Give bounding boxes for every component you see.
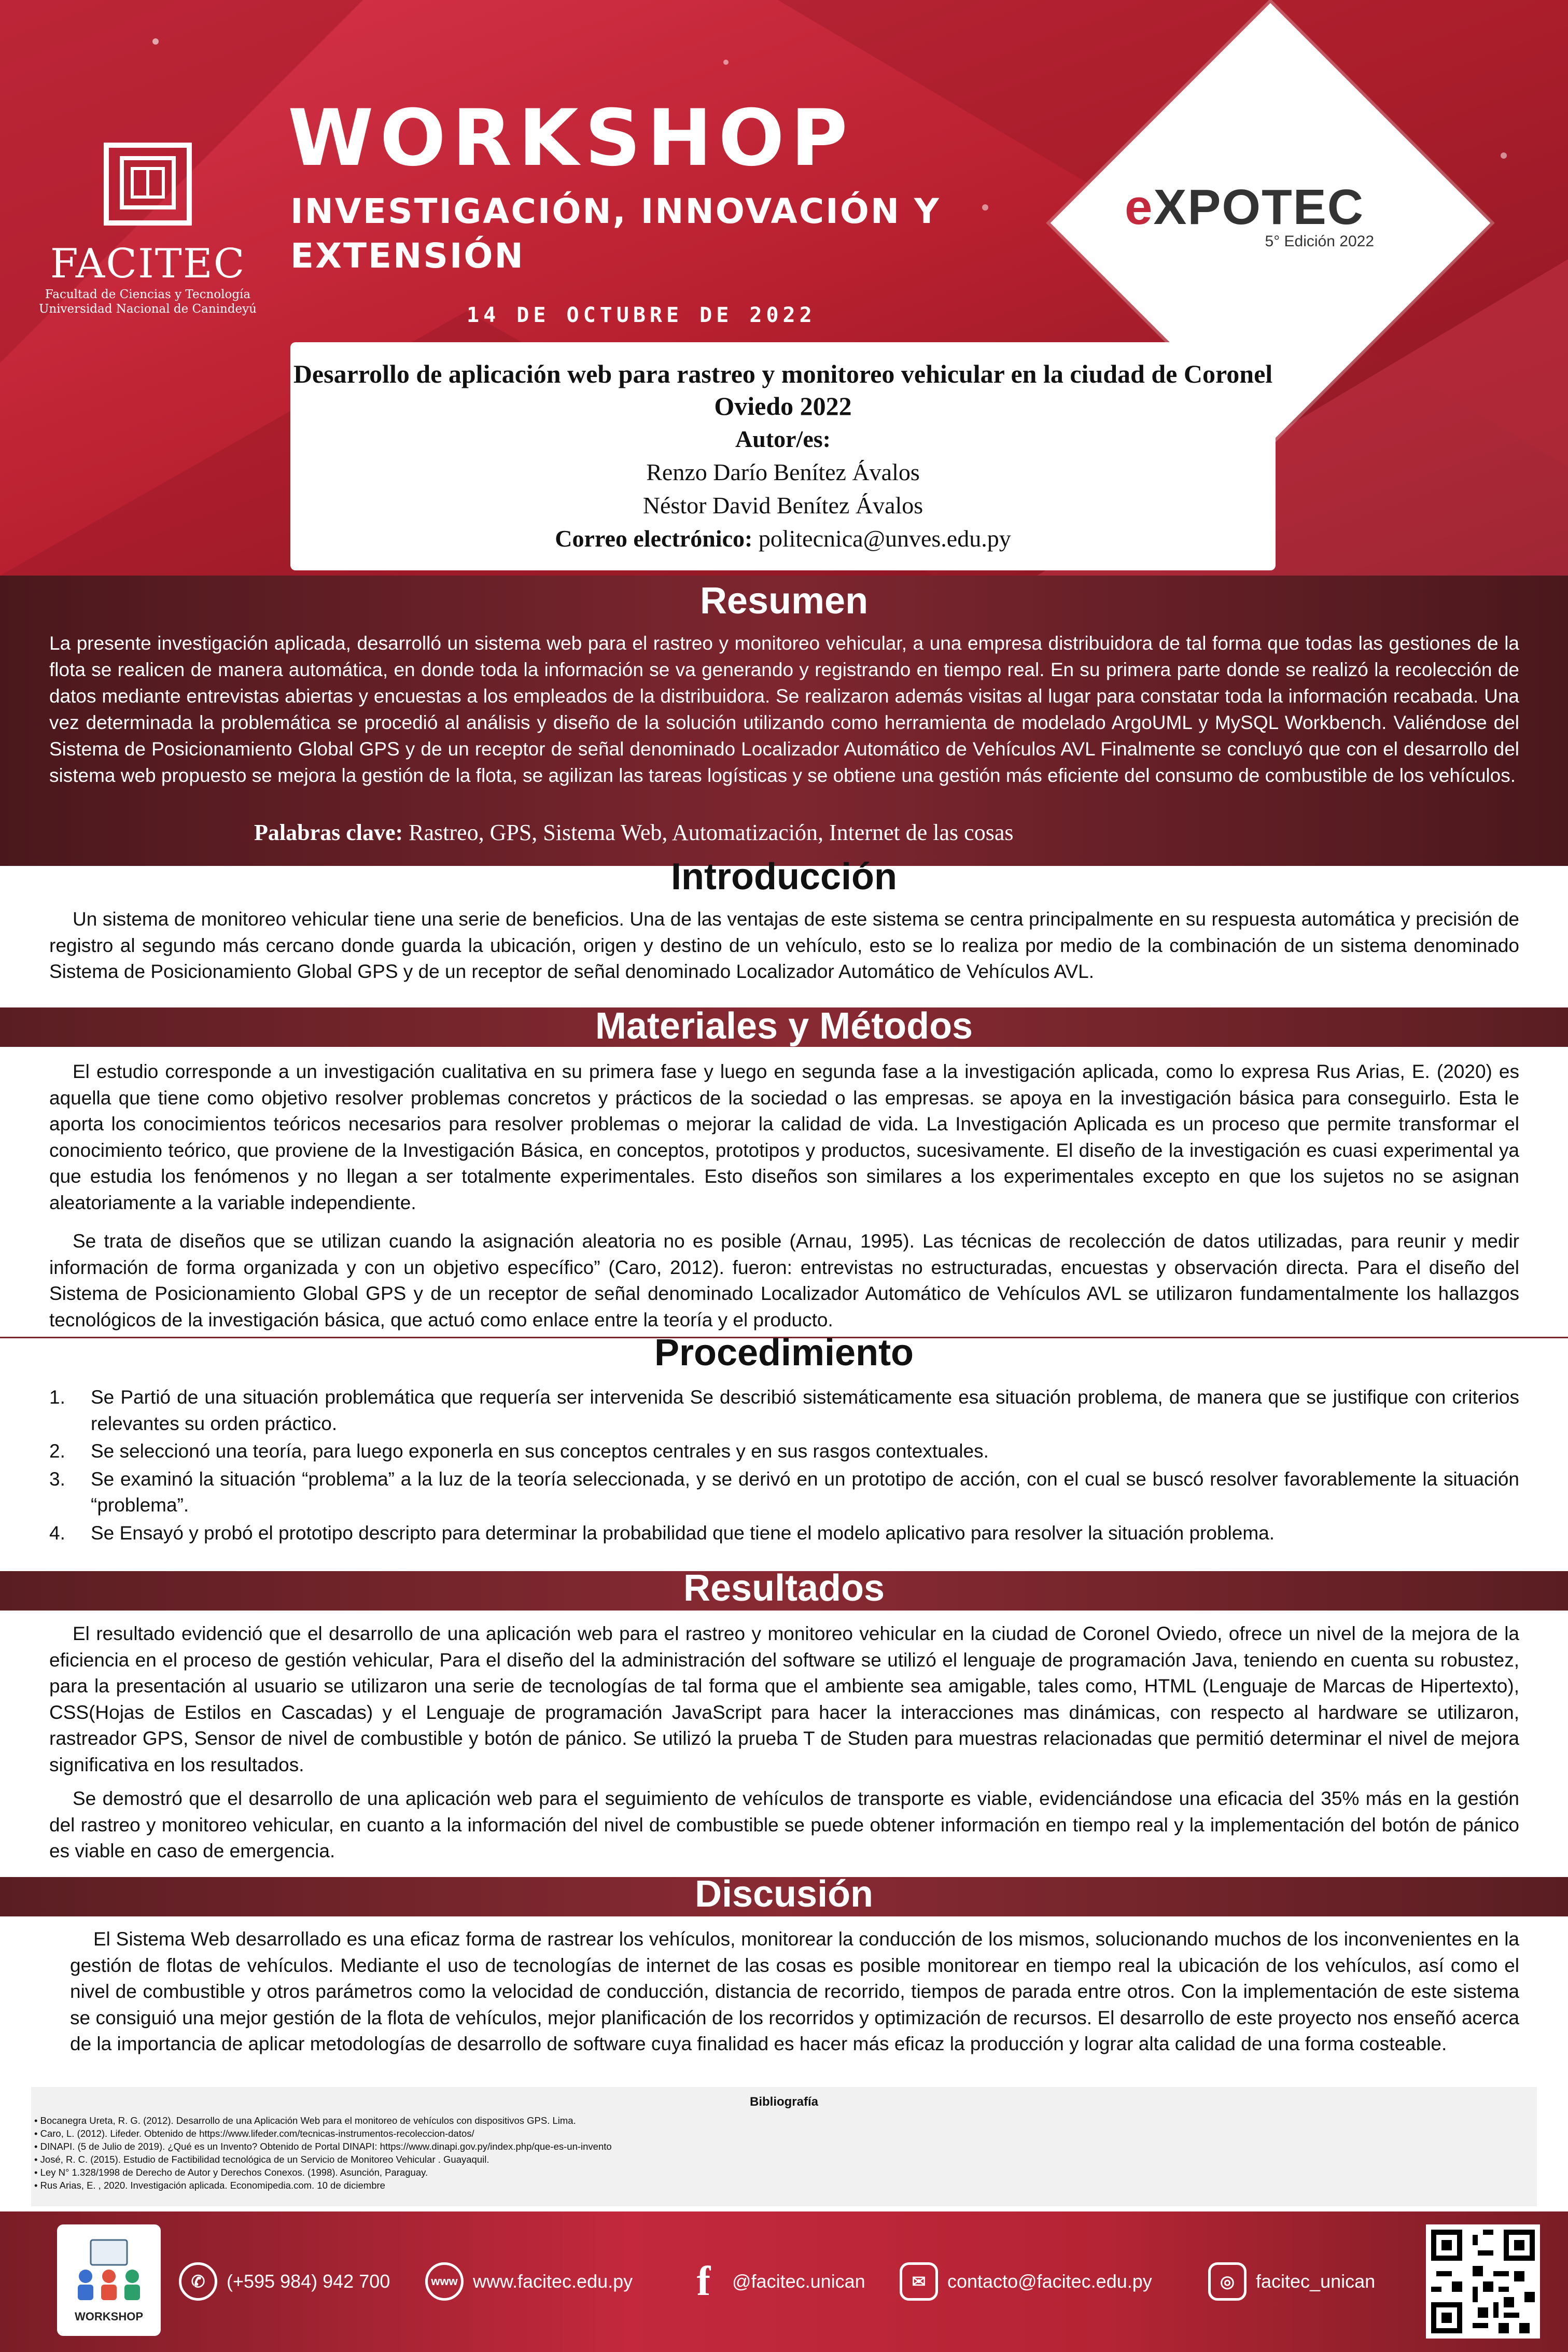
org-name: FACITEC <box>50 241 246 287</box>
instagram-icon: ◎ <box>1208 2262 1247 2301</box>
qr-code[interactable] <box>1426 2224 1540 2339</box>
qr-code-icon <box>1426 2224 1540 2339</box>
workshop-people-icon <box>70 2235 148 2302</box>
expotec-e-mark: e <box>1124 179 1154 235</box>
event-title: WORKSHOP <box>288 93 854 184</box>
footer-website[interactable]: www www.facitec.edu.py <box>425 2261 633 2302</box>
header-banner <box>0 0 1568 576</box>
procedimiento-list <box>49 1384 1519 1548</box>
resultados-text-1: El resultado evidenció que el desarrollo de una aplicación web para el rastreo y monitoreo vehicular en la ciudad de Coronel Oviedo, ofrece un nivel de la mejora de la eficiencia en el proceso de gestión vehicular, Para el diseño del la administración del software se utilizó el lenguaje de programación Java, teniendo en cuenta su robustez, para la presentación al usuario se utilizaron una serie de tecnologías de tal forma que el ambiente sea amigable, tales como, HTML (Lenguaje de Marcas de Hipertexto), CSS(Hojas de Estilos en Cascadas) y el Lenguaje de programación JavaScript para hacer la interacciones mas dinámicas, con respecto al hardware se utilizaron, rastreador GPS, Sensor de nivel de combustible y botón de pánico. Se utilizó la prueba T de Studen para muestras relacionadas que permitió determinar el nivel de mejora significativa en los resultados. <box>49 1623 1519 1775</box>
introduccion-text: Un sistema de monitoreo vehicular tiene una serie de beneficios. Una de las ventajas de este sistema se centra principalmente en su respuesta automática y precisión de registro al segundo más cercano donde guarda la ubicación, origen y destino de un vehículo, esto se lo realiza por medio de la combinación de un sistema denominado Sistema de Posicionamiento Global GPS y de un receptor de señal denominado Localizador Automático de Vehículos AVL. <box>49 908 1519 982</box>
discusion-text: El Sistema Web desarrollado es una eficaz forma de rastrear los vehículos, monitorear la conducción de los mismos, solucionando muchos de los inconvenientes en la gestión de flotas de vehículos. Mediante el uso de tecnologías de internet de las cosas es posible monitorear en tiempo real la ubicación de los vehículos, así como el nivel de combustible y otros parámetros como la velocidad de conducción, distancia de recorrido, tiempos de parada entre otros. Con la implementación de este sistema se consiguió una mejor gestión de la flota de vehículos, mejor planificación de los recorridos y optimización de recursos. El desarrollo de este proyecto nos enseñó acerca de la importancia de aplicar metodologías de desarrollo de software cuya finalidad es hacer más eficaz la producción y lograr alta calidad de una forma costeable. <box>70 1928 1519 2054</box>
footer-instagram[interactable]: ◎ facitec_unican <box>1208 2261 1375 2302</box>
resultados-text-2: Se demostró que el desarrollo de una aplicación web para el seguimiento de vehículos de transporte es viable, evidenciándose una eficacia del 35% más en la gestión del rastreo y monitoreo vehicular, en cuanto a la información del nivel de combustible se puede obtener información en tiempo real y la implementación del botón de pánico es viable en caso de emergencia. <box>49 1788 1519 1861</box>
procedimiento-step: 2. Se seleccionó una teoría, para luego exponerla en sus conceptos centrales y en sus rasgos contextuales. <box>49 1440 989 1462</box>
expotec-edition: 5° Edición 2022 <box>1265 233 1374 250</box>
authors-label: Autor/es: <box>735 426 831 452</box>
workshop-logo-label: WORKSHOP <box>75 2310 143 2323</box>
author-email: politecnica@unves.edu.py <box>758 525 1011 552</box>
author-2: Néstor David Benítez Ávalos <box>642 492 923 519</box>
keywords: Rastreo, GPS, Sistema Web, Automatización, Internet de las cosas <box>409 820 1014 845</box>
introduccion-heading: Introducción <box>671 856 897 898</box>
procedimiento-step: 3. Se examinó la situación “problema” a la luz de la teoría seleccionada, y se derivó en un prototipo de acción, con el cual se buscó resolver favorablemente la situación “problema”. <box>49 1468 1519 1516</box>
procedimiento-step: 1. Se Partió de una situación problemática que requería ser intervenida Se describió sistemáticamente esa situación problema, de manera que se justifique con criterios relevantes su orden práctico. <box>49 1387 1519 1434</box>
footer-email[interactable]: ✉ contacto@facitec.edu.py <box>900 2261 1152 2302</box>
author-1: Renzo Darío Benítez Ávalos <box>646 459 920 485</box>
footer-phone[interactable]: ✆ (+595 984) 942 700 <box>179 2261 390 2302</box>
org-subtitle-2: Universidad Nacional de Canindeyú <box>39 302 257 316</box>
bibliografia-heading: Bibliografía <box>749 2095 818 2109</box>
authors-block <box>290 423 1276 555</box>
bibliografia-item: • José, R. C. (2015). Estudio de Factibilidad tecnológica de un Servicio de Monitoreo Vehicular . Guayaquil. <box>34 2154 489 2165</box>
keywords-line: Palabras clave: Rastreo, GPS, Sistema Web, Automatización, Internet de las cosas <box>254 820 1014 845</box>
footer-facebook[interactable]: f @facitec.unican <box>684 2261 865 2302</box>
resumen-text: La presente investigación aplicada, desarrolló un sistema web para el rastreo y monitoreo vehicular, a una empresa distribuidora de tal forma que todas las gestiones de la flota se realicen de manera automática, en donde toda la información se va generando y registrando en tiempo real. En su primera parte donde se realizó la recolección de datos mediante entrevistas abiertas y encuestas a los empleados de la distribuidora. Se realizaron además visitas al lugar para constatar toda la información recabada. Una vez determinada la problemática se procedió al análisis y diseño de la solución utilizando como herramienta de modelado ArgoUML y MySQL Workbench. Valiéndose del Sistema de Posicionamiento Global GPS y de un receptor de señal denominado Localizador Automático de Vehículos AVL Finalmente se concluyó que con el desarrollo del sistema web propuesto se mejora la gestión de la flota, se agilizan las tareas logísticas y se obtiene una gestión más eficiente del consumo de combustible de los vehículos. <box>49 633 1519 786</box>
email-line: Correo electrónico: politecnica@unves.edu.py <box>555 525 1011 552</box>
expotec-logo: eXPOTEC 5° Edición 2022 <box>1099 179 1390 250</box>
facitec-logo <box>36 135 259 316</box>
mail-icon: ✉ <box>900 2262 938 2301</box>
paper-title: Desarrollo de aplicación web para rastreo y monitoreo vehicular en la ciudad de Coronel Oviedo 2022 <box>293 359 1273 421</box>
resumen-heading: Resumen <box>699 580 869 622</box>
event-subtitle: INVESTIGACIÓN, INNOVACIÓN Y EXTENSIÓN <box>290 191 941 276</box>
materiales-text-1: El estudio corresponde a un investigación cualitativa en su primera fase y luego en segunda fase a la investigación aplicada, como lo expresa Rus Arias, E. (2020) es aquella que tiene como objetivo resolver problemas concretos y prácticos de la sociedad o las empresas. se apoya en la investigación básica para conseguirlo. Esta le aporta los conocimientos teóricos necesarios para resolver problemas o mejorar la calidad de vida. La Investigación Aplicada es un proceso que permite transformar el conocimiento teórico, que proviene de la Investigación Básica, en conceptos, prototipos y productos, sucesivamente. El diseño de la investigación es cuasi experimental ya que estudia los fenómenos y no llegan a ser totalmente experimentales. Esto diseños son similares a los experimentales excepto en que los sujetos no se asignan aleatoriamente a la variable independiente. <box>49 1061 1519 1213</box>
event-date: 14 DE OCTUBRE DE 2022 <box>467 303 816 327</box>
facebook-icon: f <box>696 2258 711 2304</box>
materiales-text-2: Se trata de diseños que se utilizan cuando la asignación aleatoria no es posible (Arnau, 1995). Las técnicas de recolección de datos utilizadas, para reunir y medir información de forma organizada y con un objetivo específico” (Caro, 2012). fueron: entrevistas no estructuradas, encuestas y observación directa. Para el diseño del Sistema de Posicionamiento Global GPS y de un receptor de señal denominado Localizador Automático de Vehículos AVL se utilizaron fundamentalmente los hallazgos tecnológicos de la investigación básica, que actuó como enlace entre la teoría y el producto. <box>49 1230 1519 1331</box>
resultados-heading: Resultados <box>683 1567 885 1609</box>
facitec-emblem-icon <box>96 135 200 233</box>
materiales-heading: Materiales y Métodos <box>595 1005 973 1047</box>
bibliografia-list <box>34 2114 1533 2192</box>
discusion-heading: Discusión <box>694 1873 874 1915</box>
procedimiento-step: 4. Se Ensayó y probó el prototipo descripto para determinar la probabilidad que tiene el modelo aplicativo para resolver la situación problema. <box>49 1522 1275 1544</box>
org-subtitle-1: Facultad de Ciencias y Tecnología <box>45 288 251 301</box>
bibliografia-item: • Ley N° 1.328/1998 de Derecho de Autor y Derechos Conexos. (1998). Asunción, Paraguay. <box>34 2167 428 2178</box>
procedimiento-heading: Procedimiento <box>654 1332 914 1374</box>
web-icon: www <box>425 2262 464 2301</box>
phone-icon: ✆ <box>179 2262 217 2301</box>
bibliografia-item: • DINAPI. (5 de Julio de 2019). ¿Qué es un Invento? Obtenido de Portal DINAPI: https://www.dinapi.gov.py/index.php/que-es-un-invento <box>34 2141 612 2152</box>
bibliografia-item: • Caro, L. (2012). Lifeder. Obtenido de https://www.lifeder.com/tecnicas-instrumentos-recoleccion-datos/ <box>34 2128 474 2139</box>
bibliografia-item: • Rus Arias, E. , 2020. Investigación aplicada. Economipedia.com. 10 de diciembre <box>34 2180 385 2191</box>
bibliografia-item: • Bocanegra Ureta, R. G. (2012). Desarrollo de una Aplicación Web para el monitoreo de vehículos con dispositivos GPS. Lima. <box>34 2115 576 2126</box>
